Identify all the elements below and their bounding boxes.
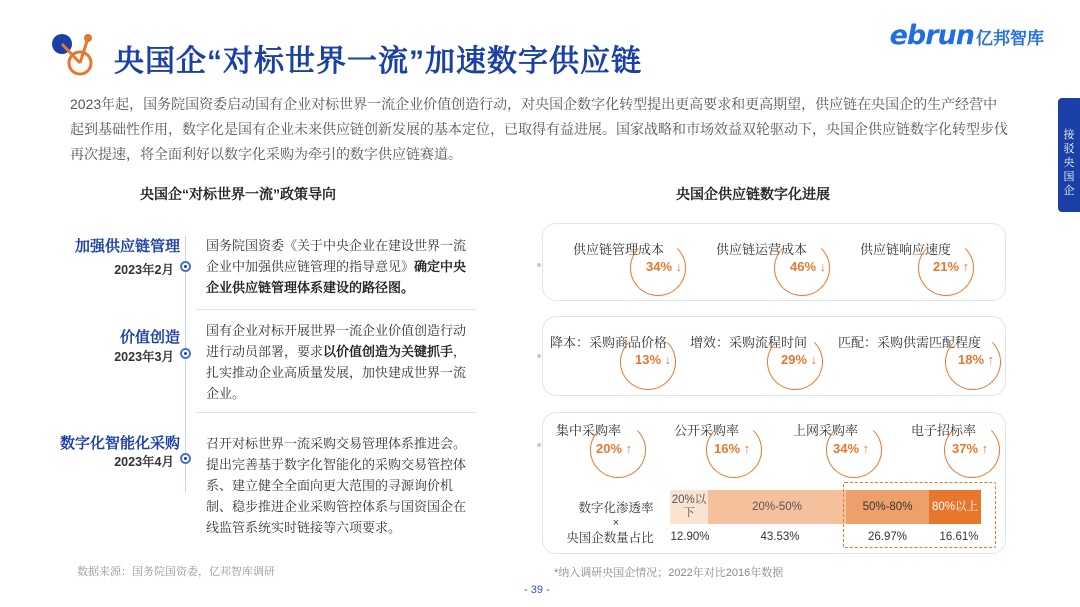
- footnote: *纳入调研央国企情况；2022年对比2016年数据: [554, 567, 784, 579]
- share-value: 12.90%: [670, 531, 710, 543]
- penetration-label: 数字化渗透率: [578, 501, 654, 515]
- left-section-title: 央国企“对标世界一流”政策导向: [140, 186, 336, 202]
- penetration-segment: 20%以下: [670, 490, 708, 524]
- metric-value: 34% ↓: [646, 259, 683, 274]
- penetration-segment: 20%-50%: [708, 490, 846, 524]
- metric-label: 降本：采购商品价格: [550, 335, 668, 350]
- intro-paragraph: 2023年起，国务院国资委启动国有企业对标世界一流企业价值创造行动，对央国企数字化转型提出更高要求和更高期望，供应链在央国企的生产经营中起到基础性作用，数字化是国有企业未来供应链创新发展的基本定位，已取得有益进展。国家战略和市场效益双轮驱动下，央国企供应链数字化转型步伐再次提速，将全面利好以数字化采购为牵引的数字供应链赛道。: [70, 96, 1008, 162]
- card-connector-dot: [537, 263, 541, 267]
- brand-logo: [890, 20, 1044, 50]
- metric-label: 供应链运营成本: [716, 242, 808, 257]
- brand-cn: 亿邦智库: [976, 29, 1044, 48]
- metric-value: 37% ↑: [952, 441, 989, 456]
- timeline-dot: [180, 348, 191, 359]
- timeline-text: 国有企业对标开展世界一流企业价值创造行动进行动员部署，要求以价值创造为关键抓手，扎实推动企业高质量发展，加快建成世界一流企业。: [206, 323, 467, 401]
- metric-value: 13% ↓: [635, 352, 672, 367]
- card-connector-dot: [537, 443, 541, 447]
- page-title: 央国企“对标世界一流”加速数字供应链: [114, 45, 642, 78]
- right-section-title: 央国企供应链数字化进展: [676, 186, 830, 202]
- share-value: 43.53%: [760, 531, 800, 543]
- page-number: - 39 -: [524, 584, 550, 596]
- timeline-text: 国务院国资委《关于中央企业在建设世界一流企业中加强供应链管理的指导意见》确定中央企业供应链管理体系建设的路径图。: [206, 238, 467, 295]
- timeline-text: 召开对标世界一流采购交易管理体系推进会。提出完善基于数字化智能化的采购交易管控体系、建立健全全面向更大范围的寻源询价机制、稳步推进企业采购管控体系与国资国企在线监管系统实时链接等六项要求。: [206, 436, 467, 535]
- timeline-date: 2023年3月: [114, 350, 174, 364]
- metric-label: 供应链响应速度: [860, 242, 952, 257]
- card-connector-dot: [537, 354, 541, 358]
- data-source: 数据来源：国务院国资委，亿邦智库调研: [77, 566, 275, 578]
- timeline-category: 加强供应链管理: [74, 238, 180, 255]
- brand-en: ebrun: [889, 20, 974, 51]
- metric-value: 16% ↑: [714, 441, 751, 456]
- highlight-box: [843, 482, 996, 548]
- metric-value: 21% ↑: [933, 259, 970, 274]
- metric-value: 20% ↑: [596, 441, 633, 456]
- timeline-divider: [196, 412, 476, 413]
- metric-value: 34% ↑: [833, 441, 870, 456]
- timeline-divider: [196, 309, 476, 310]
- times-sign: ×: [612, 517, 620, 529]
- metric-value: 29% ↓: [781, 352, 818, 367]
- metric-label: 集中采购率: [556, 423, 622, 438]
- share-value: 26.97%: [867, 531, 907, 543]
- metric-label: 供应链管理成本: [573, 242, 665, 257]
- logo-icon: [48, 28, 96, 76]
- penetration-segment: 50%-80%: [846, 490, 929, 524]
- timeline-category: 数字化智能化采购: [59, 435, 180, 452]
- side-tab[interactable]: [1058, 98, 1080, 212]
- metric-value: 46% ↓: [790, 259, 827, 274]
- metric-label: 匹配：采购供需匹配程度: [838, 335, 982, 350]
- timeline-dot: [180, 453, 191, 464]
- penetration-segment: 80%以上: [929, 490, 981, 524]
- timeline-dot: [180, 261, 191, 272]
- metric-label: 上网采购率: [793, 423, 859, 438]
- metric-label: 公开采购率: [674, 423, 740, 438]
- metric-value: 18% ↑: [958, 352, 995, 367]
- timeline-date: 2023年2月: [114, 263, 174, 277]
- share-value: 16.61%: [939, 531, 979, 543]
- share-label: 央国企数量占比: [566, 531, 654, 545]
- side-tab-label: 接驳央国企: [1063, 129, 1075, 197]
- metric-label: 电子招标率: [911, 423, 977, 438]
- timeline-category: 价值创造: [119, 329, 180, 346]
- timeline-date: 2023年4月: [114, 455, 174, 469]
- metric-label: 增效：采购流程时间: [690, 335, 808, 350]
